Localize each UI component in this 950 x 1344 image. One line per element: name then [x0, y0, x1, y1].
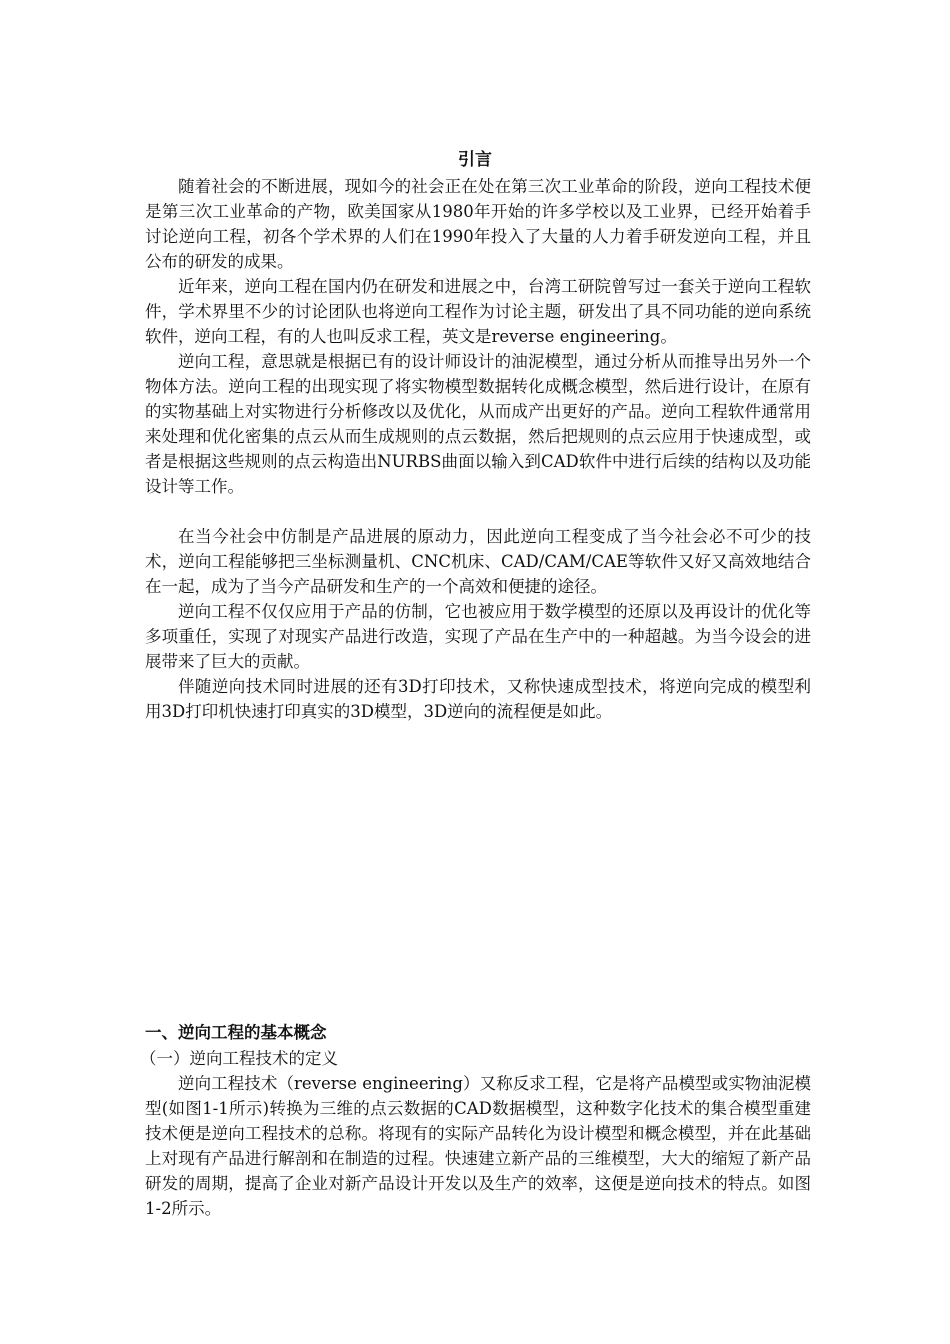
section-heading: 一、逆向工程的基本概念 [145, 1023, 327, 1042]
intro-title: 引言 [458, 150, 492, 170]
intro-paragraph-4: 在当今社会中仿制是产品进展的原动力，因此逆向工程变成了当今社会必不可少的技术，逆向工程能够把三坐标测量机、CNC机床、CAD/CAM/CAE等软件又好又高效地结合在一起，成为了当今产品研发和生产的一个高效和便捷的途径。 [145, 527, 811, 596]
intro-paragraph-spacer [145, 499, 811, 524]
section-subheading: （一）逆向工程技术的定义 [140, 1049, 338, 1068]
section-paragraph: 逆向工程技术（reverse engineering）又称反求工程，它是将产品模型或实物油泥模型(如图1-1所示)转换为三维的点云数据的CAD数据模型，这种数字化技术的集合模型重建技术便是逆向工程技术的总称。将现有的实际产品转化为设计模型和概念模型，并在此基础上对现有产品进行解剖和在制造的过程。快速建立新产品的三维模型，大大的缩短了新产品研发的周期，提高了企业对新产品设计开发以及生产的效率，这便是逆向技术的特点。如图1-2所示。 [145, 1074, 811, 1218]
intro-paragraph-6: 伴随逆向技术同时进展的还有3D打印技术，又称快速成型技术，将逆向完成的模型利用3D打印机快速打印真实的3D模型，3D逆向的流程便是如此。 [145, 677, 811, 721]
intro-body [145, 174, 811, 724]
section-body [145, 1071, 811, 1221]
intro-paragraph-1: 随着社会的不断进展，现如今的社会正在处在第三次工业革命的阶段，逆向工程技术便是第三次工业革命的产物，欧美国家从1980年开始的许多学校以及工业界，已经开始着手讨论逆向工程，初各个学术界的人们在1990年投入了大量的人力着手研发逆向工程，并且公布的研发的成果。 [145, 177, 811, 271]
intro-paragraph-3: 逆向工程，意思就是根据已有的设计师设计的油泥模型，通过分析从而推导出另外一个物体方法。逆向工程的出现实现了将实物模型数据转化成概念模型，然后进行设计，在原有的实物基础上对实物进行分析修改以及优化，从而成产出更好的产品。逆向工程软件通常用来处理和优化密集的点云从而生成规则的点云数据，然后把规则的点云应用于快速成型，或者是根据这些规则的点云构造出NURBS曲面以输入到CAD软件中进行后续的结构以及功能设计等工作。 [145, 352, 811, 496]
intro-paragraph-5: 逆向工程不仅仅应用于产品的仿制，它也被应用于数学模型的还原以及再设计的优化等多项重任，实现了对现实产品进行改造，实现了产品在生产中的一种超越。为当今设会的进展带来了巨大的贡献。 [145, 602, 811, 671]
intro-paragraph-2: 近年来，逆向工程在国内仍在研发和进展之中，台湾工研院曾写过一套关于逆向工程软件，学术界里不少的讨论团队也将逆向工程作为讨论主题，研发出了具不同功能的逆向系统软件，逆向工程，有的人也叫反求工程，英文是reverse engineering。 [145, 277, 811, 346]
